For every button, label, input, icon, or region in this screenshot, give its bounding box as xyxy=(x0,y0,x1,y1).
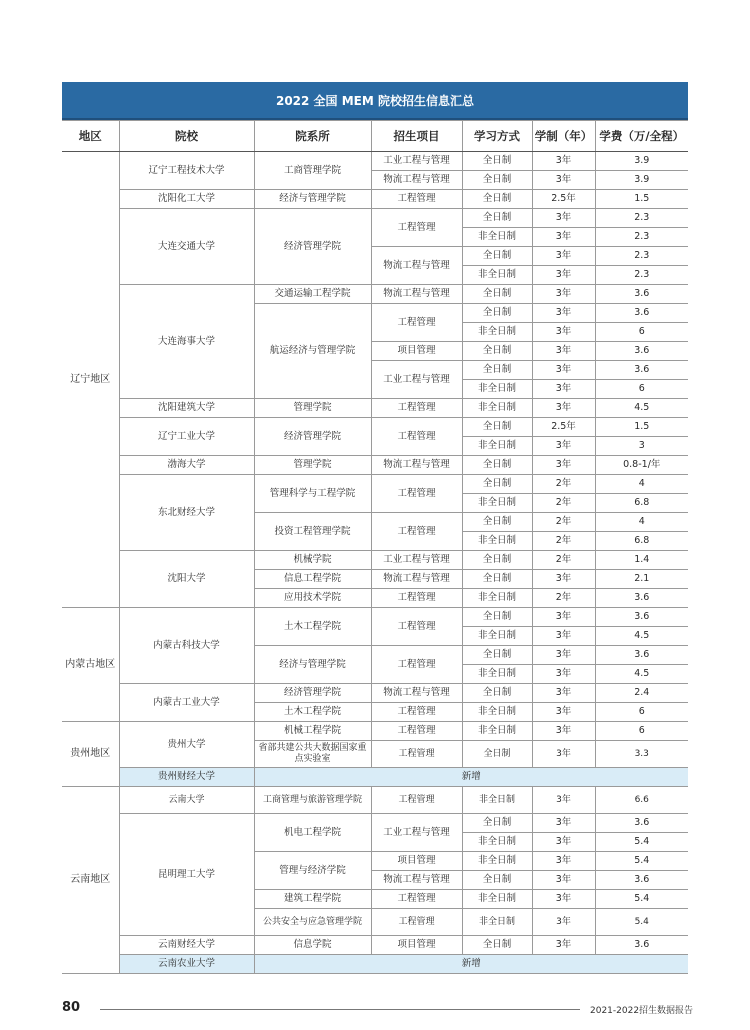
department-cell: 建筑工程学院 xyxy=(254,890,371,909)
duration-cell: 3年 xyxy=(532,304,595,323)
table-row xyxy=(62,955,688,974)
tuition-cell: 6.8 xyxy=(595,532,688,551)
duration-cell: 3年 xyxy=(532,285,595,304)
school-cell: 大连海事大学 xyxy=(119,285,254,399)
report-title: 2021-2022招生数据报告 xyxy=(590,1006,694,1016)
department-cell: 经济管理学院 xyxy=(254,209,371,285)
duration-cell: 2年 xyxy=(532,551,595,570)
duration-cell: 3年 xyxy=(532,380,595,399)
duration-cell: 3年 xyxy=(532,437,595,456)
school-cell: 沈阳建筑大学 xyxy=(119,399,254,418)
study-mode-cell: 全日制 xyxy=(462,936,532,955)
study-mode-cell: 非全日制 xyxy=(462,833,532,852)
study-mode-cell: 非全日制 xyxy=(462,437,532,456)
tuition-cell: 3.6 xyxy=(595,285,688,304)
duration-cell: 3年 xyxy=(532,228,595,247)
duration-cell: 2年 xyxy=(532,589,595,608)
program-cell: 工业工程与管理 xyxy=(371,152,462,171)
program-cell: 工业工程与管理 xyxy=(371,814,462,852)
department-cell: 航运经济与管理学院 xyxy=(254,304,371,399)
tuition-cell: 3.6 xyxy=(595,814,688,833)
department-cell: 管理与经济学院 xyxy=(254,852,371,890)
school-cell: 贵州大学 xyxy=(119,722,254,768)
program-cell: 工程管理 xyxy=(371,909,462,936)
study-mode-cell: 全日制 xyxy=(462,570,532,589)
header-row xyxy=(62,121,688,152)
tuition-cell: 2.3 xyxy=(595,247,688,266)
program-cell: 物流工程与管理 xyxy=(371,247,462,285)
school-cell: 东北财经大学 xyxy=(119,475,254,551)
program-cell: 项目管理 xyxy=(371,936,462,955)
study-mode-cell: 全日制 xyxy=(462,551,532,570)
study-mode-cell: 全日制 xyxy=(462,513,532,532)
study-mode-cell: 全日制 xyxy=(462,741,532,768)
study-mode-cell: 全日制 xyxy=(462,871,532,890)
study-mode-cell: 非全日制 xyxy=(462,323,532,342)
tuition-cell: 4.5 xyxy=(595,627,688,646)
duration-cell: 2年 xyxy=(532,513,595,532)
page-number: 80 xyxy=(62,1000,81,1015)
duration-cell: 3年 xyxy=(532,814,595,833)
tuition-cell: 1.4 xyxy=(595,551,688,570)
footer-divider xyxy=(100,1009,580,1010)
study-mode-cell: 非全日制 xyxy=(462,380,532,399)
duration-cell: 3年 xyxy=(532,247,595,266)
study-mode-cell: 非全日制 xyxy=(462,494,532,513)
duration-cell: 3年 xyxy=(532,342,595,361)
table-row xyxy=(62,152,688,171)
header-school: 院校 xyxy=(119,121,254,152)
region-cell: 云南地区 xyxy=(62,787,119,974)
tuition-cell: 2.4 xyxy=(595,684,688,703)
study-mode-cell: 全日制 xyxy=(462,608,532,627)
program-cell: 物流工程与管理 xyxy=(371,456,462,475)
school-cell: 渤海大学 xyxy=(119,456,254,475)
program-cell: 工程管理 xyxy=(371,513,462,551)
program-cell: 工程管理 xyxy=(371,890,462,909)
header-tuition: 学费（万/全程） xyxy=(595,121,688,152)
study-mode-cell: 非全日制 xyxy=(462,532,532,551)
program-cell: 工业工程与管理 xyxy=(371,361,462,399)
department-cell: 土木工程学院 xyxy=(254,703,371,722)
program-cell: 项目管理 xyxy=(371,342,462,361)
header-region: 地区 xyxy=(62,121,119,152)
program-cell: 项目管理 xyxy=(371,852,462,871)
study-mode-cell: 全日制 xyxy=(462,285,532,304)
study-mode-cell: 全日制 xyxy=(462,814,532,833)
department-cell: 工商管理学院 xyxy=(254,152,371,190)
duration-cell: 3年 xyxy=(532,266,595,285)
duration-cell: 3年 xyxy=(532,456,595,475)
department-cell: 经济与管理学院 xyxy=(254,190,371,209)
program-cell: 工程管理 xyxy=(371,646,462,684)
program-cell: 物流工程与管理 xyxy=(371,871,462,890)
duration-cell: 3年 xyxy=(532,833,595,852)
table-title: 2022 全国 MEM 院校招生信息汇总 xyxy=(62,82,688,120)
duration-cell: 3年 xyxy=(532,209,595,228)
study-mode-cell: 非全日制 xyxy=(462,399,532,418)
duration-cell: 3年 xyxy=(532,787,595,814)
tuition-cell: 1.5 xyxy=(595,418,688,437)
school-cell: 沈阳大学 xyxy=(119,551,254,608)
study-mode-cell: 非全日制 xyxy=(462,665,532,684)
school-cell: 云南农业大学 xyxy=(119,955,254,974)
region-cell: 内蒙古地区 xyxy=(62,608,119,722)
program-cell: 工程管理 xyxy=(371,787,462,814)
tuition-cell: 4.5 xyxy=(595,665,688,684)
tuition-cell: 3.3 xyxy=(595,741,688,768)
tuition-cell: 2.3 xyxy=(595,228,688,247)
table-row xyxy=(62,456,688,475)
table-row xyxy=(62,936,688,955)
school-cell: 云南财经大学 xyxy=(119,936,254,955)
duration-cell: 2年 xyxy=(532,475,595,494)
department-cell: 经济管理学院 xyxy=(254,418,371,456)
program-cell: 工程管理 xyxy=(371,741,462,768)
duration-cell: 3年 xyxy=(532,909,595,936)
study-mode-cell: 全日制 xyxy=(462,190,532,209)
table-row xyxy=(62,722,688,741)
duration-cell: 3年 xyxy=(532,684,595,703)
duration-cell: 2.5年 xyxy=(532,190,595,209)
department-cell: 公共安全与应急管理学院 xyxy=(254,909,371,936)
school-cell: 大连交通大学 xyxy=(119,209,254,285)
tuition-cell: 0.8-1/年 xyxy=(595,456,688,475)
table-row xyxy=(62,608,688,627)
study-mode-cell: 非全日制 xyxy=(462,627,532,646)
table-row xyxy=(62,418,688,437)
program-cell: 工程管理 xyxy=(371,190,462,209)
header-duration: 学制（年） xyxy=(532,121,595,152)
department-cell: 土木工程学院 xyxy=(254,608,371,646)
program-cell: 物流工程与管理 xyxy=(371,570,462,589)
region-cell: 贵州地区 xyxy=(62,722,119,787)
program-cell: 工程管理 xyxy=(371,209,462,247)
program-cell: 工程管理 xyxy=(371,589,462,608)
tuition-cell: 6.8 xyxy=(595,494,688,513)
study-mode-cell: 非全日制 xyxy=(462,722,532,741)
department-cell: 管理学院 xyxy=(254,456,371,475)
school-cell: 内蒙古科技大学 xyxy=(119,608,254,684)
school-cell: 云南大学 xyxy=(119,787,254,814)
department-cell: 省部共建公共大数据国家重点实验室 xyxy=(254,741,371,768)
study-mode-cell: 非全日制 xyxy=(462,703,532,722)
duration-cell: 3年 xyxy=(532,871,595,890)
new-entry-cell: 新增 xyxy=(254,955,688,974)
department-cell: 投资工程管理学院 xyxy=(254,513,371,551)
duration-cell: 3年 xyxy=(532,627,595,646)
department-cell: 信息工程学院 xyxy=(254,570,371,589)
department-cell: 经济管理学院 xyxy=(254,684,371,703)
duration-cell: 3年 xyxy=(532,665,595,684)
table-row xyxy=(62,814,688,833)
duration-cell: 3年 xyxy=(532,361,595,380)
duration-cell: 3年 xyxy=(532,703,595,722)
school-cell: 贵州财经大学 xyxy=(119,768,254,787)
study-mode-cell: 非全日制 xyxy=(462,228,532,247)
summary-sheet xyxy=(62,82,688,974)
study-mode-cell: 非全日制 xyxy=(462,266,532,285)
study-mode-cell: 非全日制 xyxy=(462,890,532,909)
tuition-cell: 3.6 xyxy=(595,871,688,890)
study-mode-cell: 全日制 xyxy=(462,684,532,703)
program-cell: 物流工程与管理 xyxy=(371,684,462,703)
program-cell: 工程管理 xyxy=(371,475,462,513)
tuition-cell: 6 xyxy=(595,703,688,722)
duration-cell: 3年 xyxy=(532,570,595,589)
study-mode-cell: 非全日制 xyxy=(462,852,532,871)
table-row xyxy=(62,684,688,703)
tuition-cell: 6 xyxy=(595,323,688,342)
school-cell: 昆明理工大学 xyxy=(119,814,254,936)
tuition-cell: 4 xyxy=(595,475,688,494)
duration-cell: 3年 xyxy=(532,890,595,909)
table-row xyxy=(62,190,688,209)
tuition-cell: 3.9 xyxy=(595,171,688,190)
school-cell: 沈阳化工大学 xyxy=(119,190,254,209)
program-cell: 工程管理 xyxy=(371,399,462,418)
study-mode-cell: 全日制 xyxy=(462,152,532,171)
study-mode-cell: 全日制 xyxy=(462,247,532,266)
department-cell: 管理学院 xyxy=(254,399,371,418)
duration-cell: 3年 xyxy=(532,399,595,418)
study-mode-cell: 全日制 xyxy=(462,475,532,494)
study-mode-cell: 全日制 xyxy=(462,171,532,190)
study-mode-cell: 全日制 xyxy=(462,209,532,228)
table-row xyxy=(62,209,688,228)
duration-cell: 2年 xyxy=(532,532,595,551)
study-mode-cell: 全日制 xyxy=(462,304,532,323)
tuition-cell: 6 xyxy=(595,722,688,741)
tuition-cell: 3.6 xyxy=(595,361,688,380)
header-program: 招生项目 xyxy=(371,121,462,152)
tuition-cell: 2.3 xyxy=(595,266,688,285)
tuition-cell: 5.4 xyxy=(595,852,688,871)
admissions-table xyxy=(62,120,688,974)
tuition-cell: 5.4 xyxy=(595,890,688,909)
department-cell: 机械学院 xyxy=(254,551,371,570)
study-mode-cell: 全日制 xyxy=(462,456,532,475)
program-cell: 工程管理 xyxy=(371,608,462,646)
department-cell: 经济与管理学院 xyxy=(254,646,371,684)
tuition-cell: 6 xyxy=(595,380,688,399)
duration-cell: 3年 xyxy=(532,722,595,741)
tuition-cell: 3 xyxy=(595,437,688,456)
duration-cell: 3年 xyxy=(532,323,595,342)
tuition-cell: 4.5 xyxy=(595,399,688,418)
study-mode-cell: 全日制 xyxy=(462,418,532,437)
department-cell: 机械工程学院 xyxy=(254,722,371,741)
department-cell: 信息学院 xyxy=(254,936,371,955)
tuition-cell: 1.5 xyxy=(595,190,688,209)
study-mode-cell: 非全日制 xyxy=(462,909,532,936)
duration-cell: 3年 xyxy=(532,741,595,768)
program-cell: 工程管理 xyxy=(371,722,462,741)
duration-cell: 2年 xyxy=(532,494,595,513)
table-row xyxy=(62,551,688,570)
school-cell: 辽宁工程技术大学 xyxy=(119,152,254,190)
program-cell: 工业工程与管理 xyxy=(371,551,462,570)
program-cell: 物流工程与管理 xyxy=(371,285,462,304)
tuition-cell: 4 xyxy=(595,513,688,532)
study-mode-cell: 非全日制 xyxy=(462,589,532,608)
header-department: 院系所 xyxy=(254,121,371,152)
study-mode-cell: 全日制 xyxy=(462,646,532,665)
tuition-cell: 5.4 xyxy=(595,909,688,936)
duration-cell: 3年 xyxy=(532,608,595,627)
program-cell: 工程管理 xyxy=(371,418,462,456)
tuition-cell: 3.9 xyxy=(595,152,688,171)
duration-cell: 3年 xyxy=(532,646,595,665)
department-cell: 交通运输工程学院 xyxy=(254,285,371,304)
tuition-cell: 3.6 xyxy=(595,342,688,361)
study-mode-cell: 全日制 xyxy=(462,342,532,361)
tuition-cell: 3.6 xyxy=(595,646,688,665)
study-mode-cell: 非全日制 xyxy=(462,787,532,814)
table-row xyxy=(62,399,688,418)
table-row xyxy=(62,285,688,304)
tuition-cell: 3.6 xyxy=(595,936,688,955)
tuition-cell: 3.6 xyxy=(595,608,688,627)
school-cell: 内蒙古工业大学 xyxy=(119,684,254,722)
program-cell: 工程管理 xyxy=(371,304,462,342)
department-cell: 管理科学与工程学院 xyxy=(254,475,371,513)
tuition-cell: 5.4 xyxy=(595,833,688,852)
department-cell: 工商管理与旅游管理学院 xyxy=(254,787,371,814)
program-cell: 工程管理 xyxy=(371,703,462,722)
table-row xyxy=(62,768,688,787)
region-cell: 辽宁地区 xyxy=(62,152,119,608)
department-cell: 应用技术学院 xyxy=(254,589,371,608)
duration-cell: 3年 xyxy=(532,936,595,955)
department-cell: 机电工程学院 xyxy=(254,814,371,852)
duration-cell: 3年 xyxy=(532,852,595,871)
study-mode-cell: 全日制 xyxy=(462,361,532,380)
new-entry-cell: 新增 xyxy=(254,768,688,787)
tuition-cell: 3.6 xyxy=(595,589,688,608)
duration-cell: 2.5年 xyxy=(532,418,595,437)
duration-cell: 3年 xyxy=(532,152,595,171)
tuition-cell: 2.3 xyxy=(595,209,688,228)
table-row xyxy=(62,475,688,494)
school-cell: 辽宁工业大学 xyxy=(119,418,254,456)
tuition-cell: 6.6 xyxy=(595,787,688,814)
program-cell: 物流工程与管理 xyxy=(371,171,462,190)
tuition-cell: 3.6 xyxy=(595,304,688,323)
duration-cell: 3年 xyxy=(532,171,595,190)
header-study-mode: 学习方式 xyxy=(462,121,532,152)
table-row xyxy=(62,787,688,814)
tuition-cell: 2.1 xyxy=(595,570,688,589)
